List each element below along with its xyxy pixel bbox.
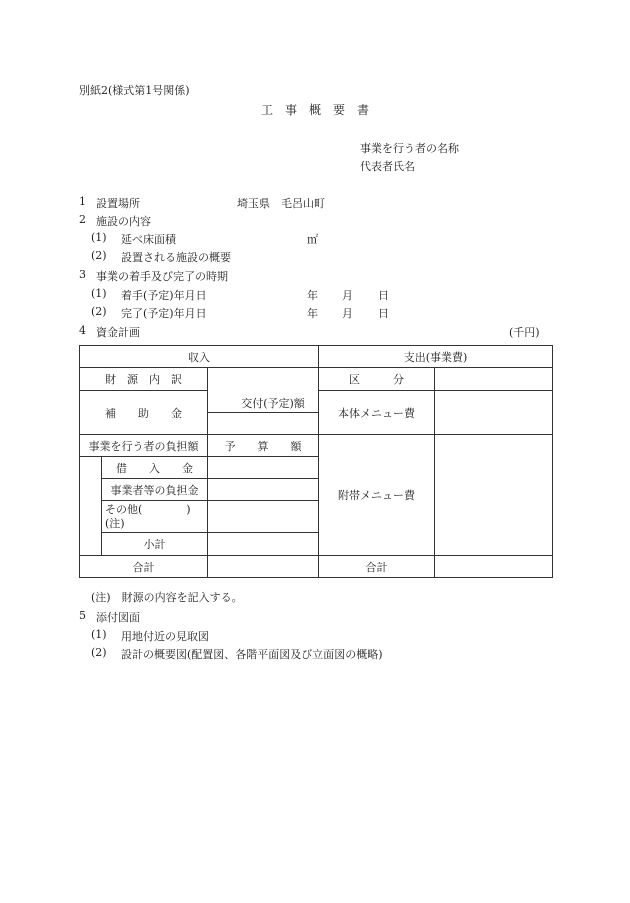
section-1-number: 1 <box>79 195 86 208</box>
section-3-1-number: (1) <box>91 287 107 300</box>
section-3-label: 事業の着手及び完了の時期 <box>96 270 228 283</box>
subtotal-value <box>208 533 319 556</box>
main-menu-cost-label: 本体メニュー費 <box>319 391 435 435</box>
operator-burden-label: 事業者等の負担金 <box>102 479 208 501</box>
loan-label: 借 入 金 <box>102 457 208 479</box>
expense-header: 支出(事業費) <box>319 346 553 368</box>
section-5-2-number: (2) <box>91 646 107 659</box>
burden-label: 事業を行う者の負担額 <box>80 435 208 457</box>
form-reference: 別紙2(様式第1号関係) <box>79 84 190 97</box>
applicant-name-label: 事業を行う者の名称 <box>360 142 459 155</box>
income-header: 収入 <box>80 346 319 368</box>
section-2-2-number: (2) <box>91 249 107 262</box>
end-month: 月 <box>342 307 353 320</box>
area-unit: ㎡ <box>307 233 318 246</box>
indent-cell <box>80 457 102 556</box>
income-total-value <box>208 556 319 578</box>
other-source-label: その他( ) <box>105 502 191 516</box>
start-year: 年 <box>307 289 318 302</box>
section-5-label: 添付図面 <box>96 611 140 624</box>
blank-cell <box>435 368 553 391</box>
other-source-cell <box>102 501 208 533</box>
unit-thousand-yen: (千円) <box>509 326 540 339</box>
section-2-number: 2 <box>79 213 86 226</box>
section-2-1-number: (1) <box>91 231 107 244</box>
operator-burden-value <box>208 479 319 501</box>
section-2-2-label: 設置される施設の概要 <box>121 251 231 264</box>
section-2-1-label: 延べ床面積 <box>121 233 176 246</box>
section-4-label: 資金計画 <box>96 326 140 339</box>
section-3-number: 3 <box>79 268 86 281</box>
funding-plan-table <box>79 345 553 578</box>
section-3-1-label: 着手(予定)年月日 <box>121 289 207 302</box>
subsidy-value-cell <box>208 413 319 435</box>
section-3-2-label: 完了(予定)年月日 <box>121 307 207 320</box>
section-5-1-label: 用地付近の見取図 <box>121 630 209 643</box>
sub-menu-cost-label: 附帯メニュー費 <box>319 435 435 556</box>
subsidy-label: 補 助 金 <box>80 391 208 435</box>
section-1-value: 埼玉県 毛呂山町 <box>237 197 325 210</box>
other-source-note: (注) <box>105 516 125 530</box>
start-day: 日 <box>378 289 389 302</box>
section-5-number: 5 <box>79 609 86 622</box>
loan-value <box>208 457 319 479</box>
document-title: 工 事 概 要 書 <box>261 103 370 117</box>
sub-menu-cost-value <box>435 435 553 556</box>
breakdown-header: 財 源 内 訳 <box>80 368 208 391</box>
section-5-1-number: (1) <box>91 628 107 641</box>
funding-note: (注) 財源の内容を記入する。 <box>91 591 243 604</box>
income-total-label: 合計 <box>80 556 208 578</box>
section-2-label: 施設の内容 <box>96 215 151 228</box>
section-1-label: 設置場所 <box>96 197 140 210</box>
subtotal-label: 小計 <box>102 533 208 556</box>
representative-label: 代表者氏名 <box>360 160 415 173</box>
budget-header: 予 算 額 <box>208 435 319 457</box>
end-day: 日 <box>378 307 389 320</box>
section-4-number: 4 <box>79 324 86 337</box>
expense-total-label: 合計 <box>319 556 435 578</box>
section-5-2-label: 設計の概要図(配置図、各階平面図及び立面図の概略) <box>121 648 383 661</box>
grant-amount-label: 交付(予定)額 <box>241 397 305 410</box>
section-3-2-number: (2) <box>91 305 107 318</box>
category-header: 区 分 <box>319 368 435 391</box>
expense-total-value <box>435 556 553 578</box>
end-year: 年 <box>307 307 318 320</box>
main-menu-cost-value <box>435 391 553 435</box>
start-month: 月 <box>342 289 353 302</box>
other-source-value <box>208 501 319 533</box>
